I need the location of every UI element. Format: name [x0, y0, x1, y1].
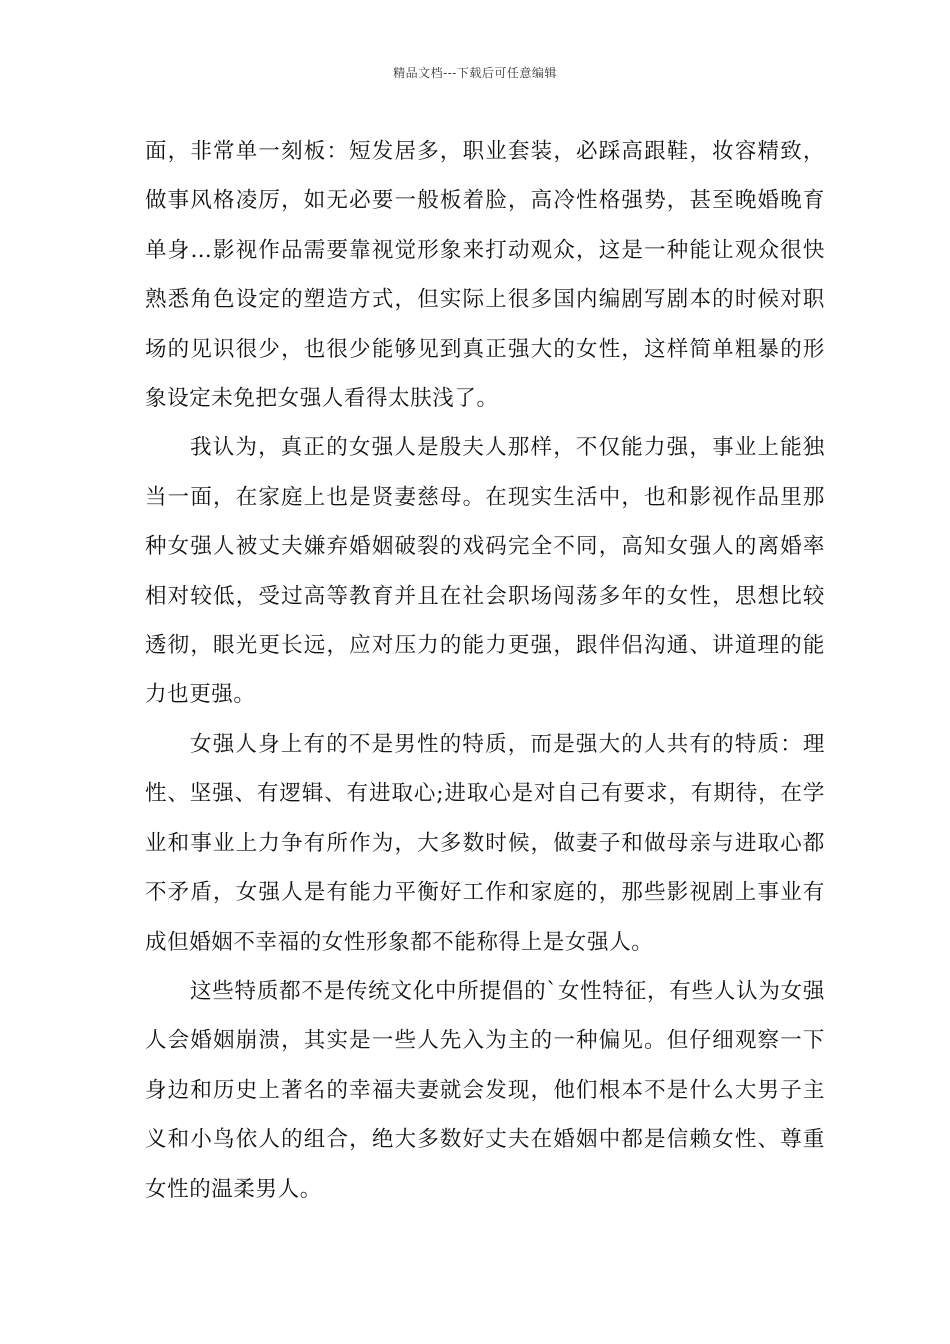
- document-body: [145, 127, 825, 1214]
- page-header: 精品文档---下载后可任意编辑: [393, 66, 557, 80]
- paragraph-3: 女强人身上有的不是男性的特质，而是强大的人共有的特质：理性、坚强、有逻辑、有进取心;进取心是对自己有要求，有期待，在学业和事业上力争有所作为，大多数时候，做妻子和做母亲与进取心都不矛盾，女强人是有能力平衡好工作和家庭的，那些影视剧上事业有成但婚姻不幸福的女性形象都不能称得上是女强人。: [145, 731, 825, 955]
- paragraph-1: 面，非常单一刻板：短发居多，职业套装，必踩高跟鞋，妆容精致，做事风格凌厉，如无必要一般板着脸，高冷性格强势，甚至晚婚晚育单身…影视作品需要靠视觉形象来打动观众，这是一种能让观众很快熟悉角色设定的塑造方式，但实际上很多国内编剧写剧本的时候对职场的见识很少，也很少能够见到真正强大的女性，这样简单粗暴的形象设定未免把女强人看得太肤浅了。: [145, 139, 825, 412]
- paragraph-4: 这些特质都不是传统文化中所提倡的`女性特征，有些人认为女强人会婚姻崩溃，其实是一些人先入为主的一种偏见。但仔细观察一下身边和历史上著名的幸福夫妻就会发现，他们根本不是什么大男子主义和小鸟依人的组合，绝大多数好丈夫在婚姻中都是信赖女性、尊重女性的温柔男人。: [145, 978, 825, 1202]
- paragraph-2: 我认为，真正的女强人是殷夫人那样，不仅能力强，事业上能独当一面，在家庭上也是贤妻慈母。在现实生活中，也和影视作品里那种女强人被丈夫嫌弃婚姻破裂的戏码完全不同，高知女强人的离婚率相对较低，受过高等教育并且在社会职场闯荡多年的女性，思想比较透彻，眼光更长远，应对压力的能力更强，跟伴侣沟通、讲道理的能力也更强。: [145, 435, 825, 708]
